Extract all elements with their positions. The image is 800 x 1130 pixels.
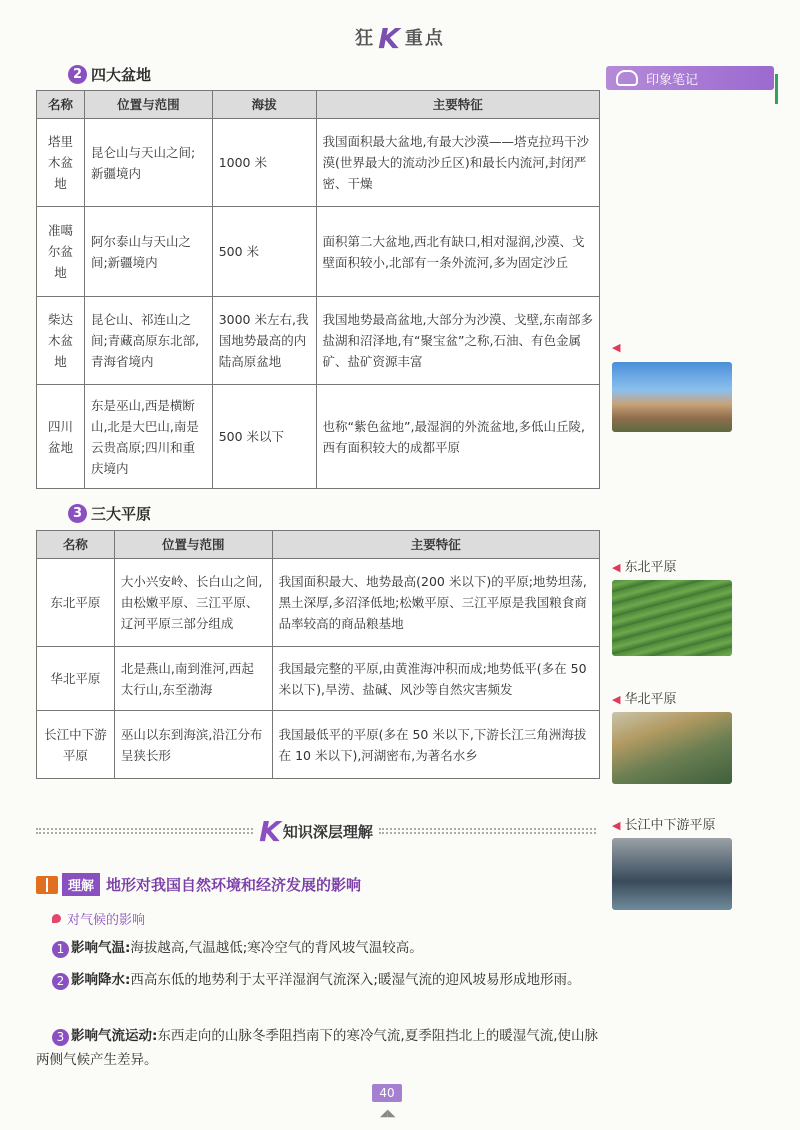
basin-name: 柴达木盆地 [37, 297, 85, 385]
understanding-title: 地形对我国自然环境和经济发展的影响 [106, 876, 362, 894]
basin-altitude: 500 米以下 [212, 385, 316, 489]
basins-heading [68, 64, 151, 85]
plain-features: 我国最完整的平原,由黄淮海冲积而成;地势低平(多在 50 米以下),旱涝、盐碱、风沙等自然灾害频发 [272, 647, 599, 711]
side-label-basin [612, 340, 624, 355]
arrow-left-icon: ◀ [612, 561, 621, 574]
arrow-left-icon: ◀ [612, 341, 621, 354]
plain-features: 我国面积最大、地势最高(200 米以下)的平原;地势坦荡,黑土深厚,多沼泽低地;松嫩平原、三江平原是我国粮食商品率较高的商品粮基地 [272, 559, 599, 647]
basin-features: 我国面积最大盆地,有最大沙漠——塔克拉玛干沙漠(世界最大的流动沙丘区)和最长内流河,封闭严密、干燥 [316, 119, 599, 207]
understanding-heading [36, 873, 361, 896]
column-header: 海拔 [212, 91, 316, 119]
column-header: 位置与范围 [84, 91, 212, 119]
plain-features: 我国最低平的平原(多在 50 米以下,下游长江三角洲海拔在 10 米以下),河湖密布,为著名水乡 [272, 711, 599, 779]
side-image-caption: 长江中下游平原 [624, 818, 716, 833]
basin-altitude: 3000 米左右,我国地势最高的内陆高原盆地 [212, 297, 316, 385]
item-head: 影响降水: [71, 972, 131, 988]
side-label-huabei [612, 688, 676, 707]
plain-location: 巫山以东到海滨,沿江分布呈狭长形 [114, 711, 272, 779]
plains-number: 3 [68, 504, 87, 523]
climate-subheading [52, 909, 145, 928]
table-row [37, 385, 600, 489]
basin-name: 四川盆地 [37, 385, 85, 489]
item-number: 2 [52, 973, 69, 990]
plain-name: 东北平原 [37, 559, 115, 647]
basins-title: 四大盆地 [91, 66, 152, 84]
deep-title-text: 知识深层理解 [282, 822, 373, 841]
column-header: 名称 [37, 91, 85, 119]
sidebar-tab [606, 66, 774, 90]
basins-number: 2 [68, 65, 87, 84]
understanding-badge: 理解 [62, 873, 100, 896]
arrow-left-icon: ◀ [612, 693, 621, 706]
item-number: 3 [52, 1029, 69, 1046]
basins-table [36, 90, 600, 489]
basin-location: 昆仑山与天山之间;新疆境内 [84, 119, 212, 207]
page-ornament-icon: ◢◣ [380, 1108, 396, 1119]
sidebar-tab-label: 印象笔记 [646, 72, 699, 88]
page-number: 40 [372, 1084, 402, 1102]
header-pre: 狂 [355, 28, 376, 49]
item-head: 影响气温: [71, 940, 131, 956]
dotted-divider [36, 828, 253, 834]
table-row [37, 647, 600, 711]
basins-header-row [37, 91, 600, 119]
basin-location: 东是巫山,西是横断山,北是大巴山,南是云贵高原;四川和重庆境内 [84, 385, 212, 489]
bullet-icon [52, 914, 61, 923]
basin-features: 面积第二大盆地,西北有缺口,相对湿润,沙漠、戈壁面积较小,北部有一条外流河,多为固定沙丘 [316, 207, 599, 297]
understanding-item [36, 1024, 600, 1072]
side-label-dongbei [612, 556, 676, 575]
side-label-changjiang [612, 814, 715, 833]
basin-name: 准噶尔盆地 [37, 207, 85, 297]
item-number: 1 [52, 941, 69, 958]
item-head: 影响气流运动: [71, 1028, 158, 1044]
column-header: 主要特征 [316, 91, 599, 119]
table-row [37, 297, 600, 385]
basin-features: 我国地势最高盆地,大部分为沙漠、戈壁,东南部多盐湖和沼泽地,有“聚宝盆”之称,石油、有色金属矿、盐矿资源丰富 [316, 297, 599, 385]
side-image-caption: 东北平原 [624, 560, 677, 575]
column-header: 名称 [37, 531, 115, 559]
k-logo: K [259, 814, 281, 848]
item-text: 西高东低的地势利于太平洋湿润气流深入;暖湿气流的迎风坡易形成地形雨。 [130, 972, 581, 988]
item-text: 海拔越高,气温越低;寒冷空气的背风坡气温较高。 [130, 940, 423, 956]
arrow-left-icon: ◀ [612, 819, 621, 832]
header-k-logo: K [378, 22, 402, 55]
understanding-item [36, 936, 600, 960]
side-divider [775, 74, 778, 104]
plain-name: 华北平原 [37, 647, 115, 711]
basin-landscape-photo [612, 362, 732, 432]
basin-features: 也称“紫色盆地”,最湿润的外流盆地,多低山丘陵,西有面积较大的成都平原 [316, 385, 599, 489]
plains-table [36, 530, 600, 779]
elephant-icon [616, 70, 638, 86]
plains-heading [68, 503, 151, 524]
table-row [37, 711, 600, 779]
item-text: 东西走向的山脉冬季阻挡南下的寒冷气流,夏季阻挡北上的暖湿气流,使山脉两侧气候产生差异。 [36, 1028, 598, 1068]
basin-altitude: 1000 米 [212, 119, 316, 207]
dotted-divider [379, 828, 596, 834]
plain-location: 大小兴安岭、长白山之间,由松嫩平原、三江平原、辽河平原三部分组成 [114, 559, 272, 647]
header-post: 重点 [404, 28, 445, 49]
table-row [37, 207, 600, 297]
book-icon [36, 876, 58, 894]
table-row [37, 559, 600, 647]
column-header: 主要特征 [272, 531, 599, 559]
basin-location: 昆仑山、祁连山之间;青藏高原东北部,青海省境内 [84, 297, 212, 385]
plains-header-row [37, 531, 600, 559]
huabei-plain-photo [612, 712, 732, 784]
column-header: 位置与范围 [114, 531, 272, 559]
climate-subheading-text: 对气候的影响 [67, 913, 146, 928]
plains-title: 三大平原 [91, 505, 152, 523]
side-image-caption: 华北平原 [624, 692, 677, 707]
understanding-item [36, 968, 600, 992]
page-header [0, 22, 800, 55]
table-row [37, 119, 600, 207]
deep-understanding-heading [36, 816, 596, 846]
basin-altitude: 500 米 [212, 207, 316, 297]
dongbei-plain-photo [612, 580, 732, 656]
plain-location: 北是燕山,南到淮河,西起太行山,东至渤海 [114, 647, 272, 711]
basin-location: 阿尔泰山与天山之间;新疆境内 [84, 207, 212, 297]
deep-title [259, 815, 373, 848]
changjiang-plain-photo [612, 838, 732, 910]
plain-name: 长江中下游平原 [37, 711, 115, 779]
basin-name: 塔里木盆地 [37, 119, 85, 207]
